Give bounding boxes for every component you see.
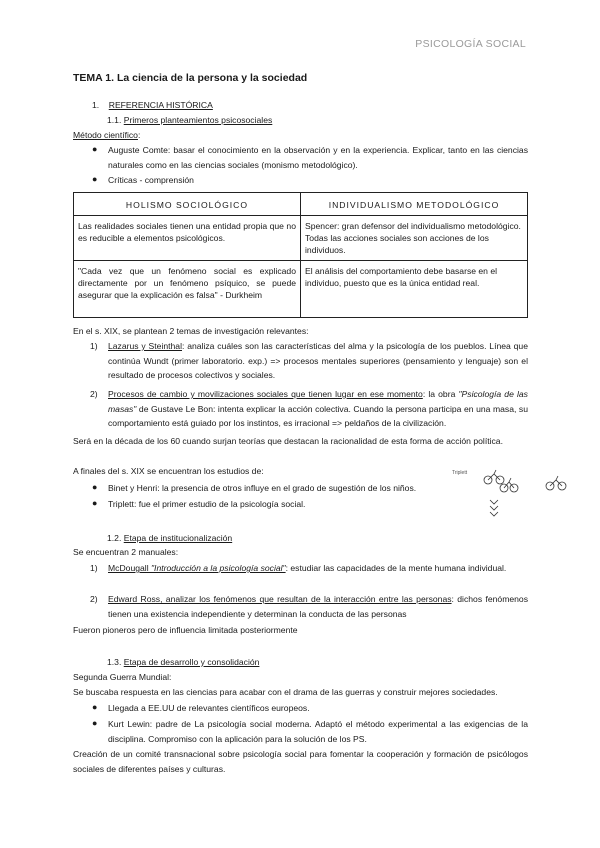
subsection-title: Primeros planteamientos psicosociales xyxy=(123,115,273,125)
paragraph-guerra: Segunda Guerra Mundial: xyxy=(73,672,172,682)
list-item-lead: McDougall xyxy=(108,563,151,573)
bullet-dot: ● xyxy=(92,702,98,712)
page-title: TEMA 1. La ciencia de la persona y la sociedad xyxy=(73,72,308,84)
list-item-procesos xyxy=(108,387,528,431)
table-header-row xyxy=(74,193,528,216)
list-item-text: : la obra xyxy=(422,389,459,399)
subsection-number: 1.1. xyxy=(107,115,122,125)
bullet-criticas: Críticas - comprensión xyxy=(108,175,194,185)
cyclist-doodle xyxy=(450,466,570,522)
list-item-lead: Edward Ross, analizar los fenómenos que resultan de la interacción entre las personas xyxy=(108,594,452,604)
list-item-lazarus xyxy=(108,339,528,383)
paragraph-comite: Creación de un comité transnacional sobre psicología social para fomentar la cooperación y formación de psicólogos sociales de diferentes países y culturas. xyxy=(73,749,528,774)
subsection-number: 1.3. xyxy=(107,657,122,667)
list-item-lead: Lazarus y Steinthal xyxy=(108,341,182,351)
paragraph-manuales: Se encuentran 2 manuales: xyxy=(73,547,179,557)
subsection-title: Etapa de institucionalización xyxy=(123,533,233,543)
bullet-llegada: Llegada a EE.UU de relevantes científicos europeos. xyxy=(108,703,310,713)
table-cell: El análisis del comportamiento debe basarse en el individuo, puesto que es la única entidad real. xyxy=(301,261,528,318)
list-item-text: : estudiar las capacidades de la mente humana individual. xyxy=(285,563,507,573)
list-number: 1) xyxy=(90,563,98,573)
list-item-text: de Gustave Le Bon: intenta explicar la acción colectiva. Cuando la persona participa en una masa, su comportamiento está guiado por los instintos, es irracional => peldaños de la civilización. xyxy=(108,403,528,428)
list-number: 2) xyxy=(90,594,98,604)
table-row xyxy=(74,216,528,261)
list-item-lead: Procesos de cambio y movilizaciones sociales que tienen lugar en ese momento xyxy=(108,389,423,399)
bullet-dot: ● xyxy=(92,174,98,184)
list-item-book: "Psicología de las masas" xyxy=(108,389,528,414)
table-header-individualismo: INDIVIDUALISMO METODOLÓGICO xyxy=(301,193,528,216)
list-number: 2) xyxy=(90,389,98,399)
table-cell: Spencer: gran defensor del individualismo metodológico. Todas las acciones sociales son acciones de los individuos. xyxy=(301,216,528,261)
list-item-ross xyxy=(108,592,528,621)
section-1-heading xyxy=(92,98,213,113)
table-cell: "Cada vez que un fenómeno social es explicado directamente por un fenómeno psíquico, se puede asegurar que la explicación es falsa" - Durkheim xyxy=(74,261,301,318)
list-item-mcdougall xyxy=(108,561,528,576)
paragraph-xix: En el s. XIX, se plantean 2 temas de investigación relevantes: xyxy=(73,326,309,336)
bullet-binet: Binet y Henri: la presencia de otros influye en el grado de sugestión de los niños. xyxy=(108,483,417,493)
subsection-title: Etapa de desarrollo y consolidación xyxy=(123,657,260,667)
table-row xyxy=(74,261,528,318)
paragraph-finales: A finales del s. XIX se encuentran los estudios de: xyxy=(73,466,264,476)
list-item-text: : analiza cuáles son las características del alma y la psicología de los pueblos. Línea que continúa Wundt (primer laboratorio. exp.) => procesos mentales superiores (pensamiento y lenguaje) son el resultado de procesos colectivos y sociales. xyxy=(108,341,528,380)
section-1-2-heading xyxy=(107,531,232,546)
list-item-text: : dichos fenómenos tienen una existencia independiente y determinan la conducta de las personas xyxy=(108,594,528,619)
bullet-dot: ● xyxy=(92,718,98,728)
list-item-book: "Introducción a la psicología social" xyxy=(151,563,286,573)
section-1-3-heading xyxy=(107,655,259,670)
running-header: PSICOLOGÍA SOCIAL xyxy=(415,38,526,50)
paragraph-busca: Se buscaba respuesta en las ciencias para acabar con el drama de las guerras y construir mejores sociedades. xyxy=(73,687,498,697)
section-1-1-heading xyxy=(107,113,272,128)
section-number: 1. xyxy=(92,100,100,110)
table-header-holismo: HOLISMO SOCIOLÓGICO xyxy=(74,193,301,216)
paragraph-pioneros: Fueron pioneros pero de influencia limitada posteriormente xyxy=(73,625,298,635)
bullet-dot: ● xyxy=(92,144,98,154)
metodo-line: Método científico: xyxy=(73,130,141,140)
bullet-triplett: Triplett: fue el primer estudio de la psicología social. xyxy=(108,499,306,509)
metodo-label: Método científico xyxy=(73,130,138,140)
table-cell: Las realidades sociales tienen una entidad propia que no es reducible a elementos psicológicos. xyxy=(74,216,301,261)
bullet-comte: Auguste Comte: basar el conocimiento en la observación y en la experiencia. Explicar, tanto en las ciencias naturales como en las ciencias sociales (monismo metodológico). xyxy=(108,145,528,170)
paragraph-60: Será en la década de los 60 cuando surjan teorías que destacan la racionalidad de esta forma de acción política. xyxy=(73,436,503,446)
bullet-dot: ● xyxy=(92,498,98,508)
list-number: 1) xyxy=(90,341,98,351)
section-title: REFERENCIA HISTÓRICA xyxy=(108,100,213,110)
comparison-table xyxy=(73,192,528,318)
bullet-dot: ● xyxy=(92,482,98,492)
subsection-number: 1.2. xyxy=(107,533,122,543)
doodle-label: Triplett xyxy=(452,470,468,476)
bullet-lewin: Kurt Lewin: padre de La psicología social moderna. Adaptó el método experimental a las exigencias de la disciplina. Compromiso con la aplicación para la solución de los PS. xyxy=(108,719,528,744)
